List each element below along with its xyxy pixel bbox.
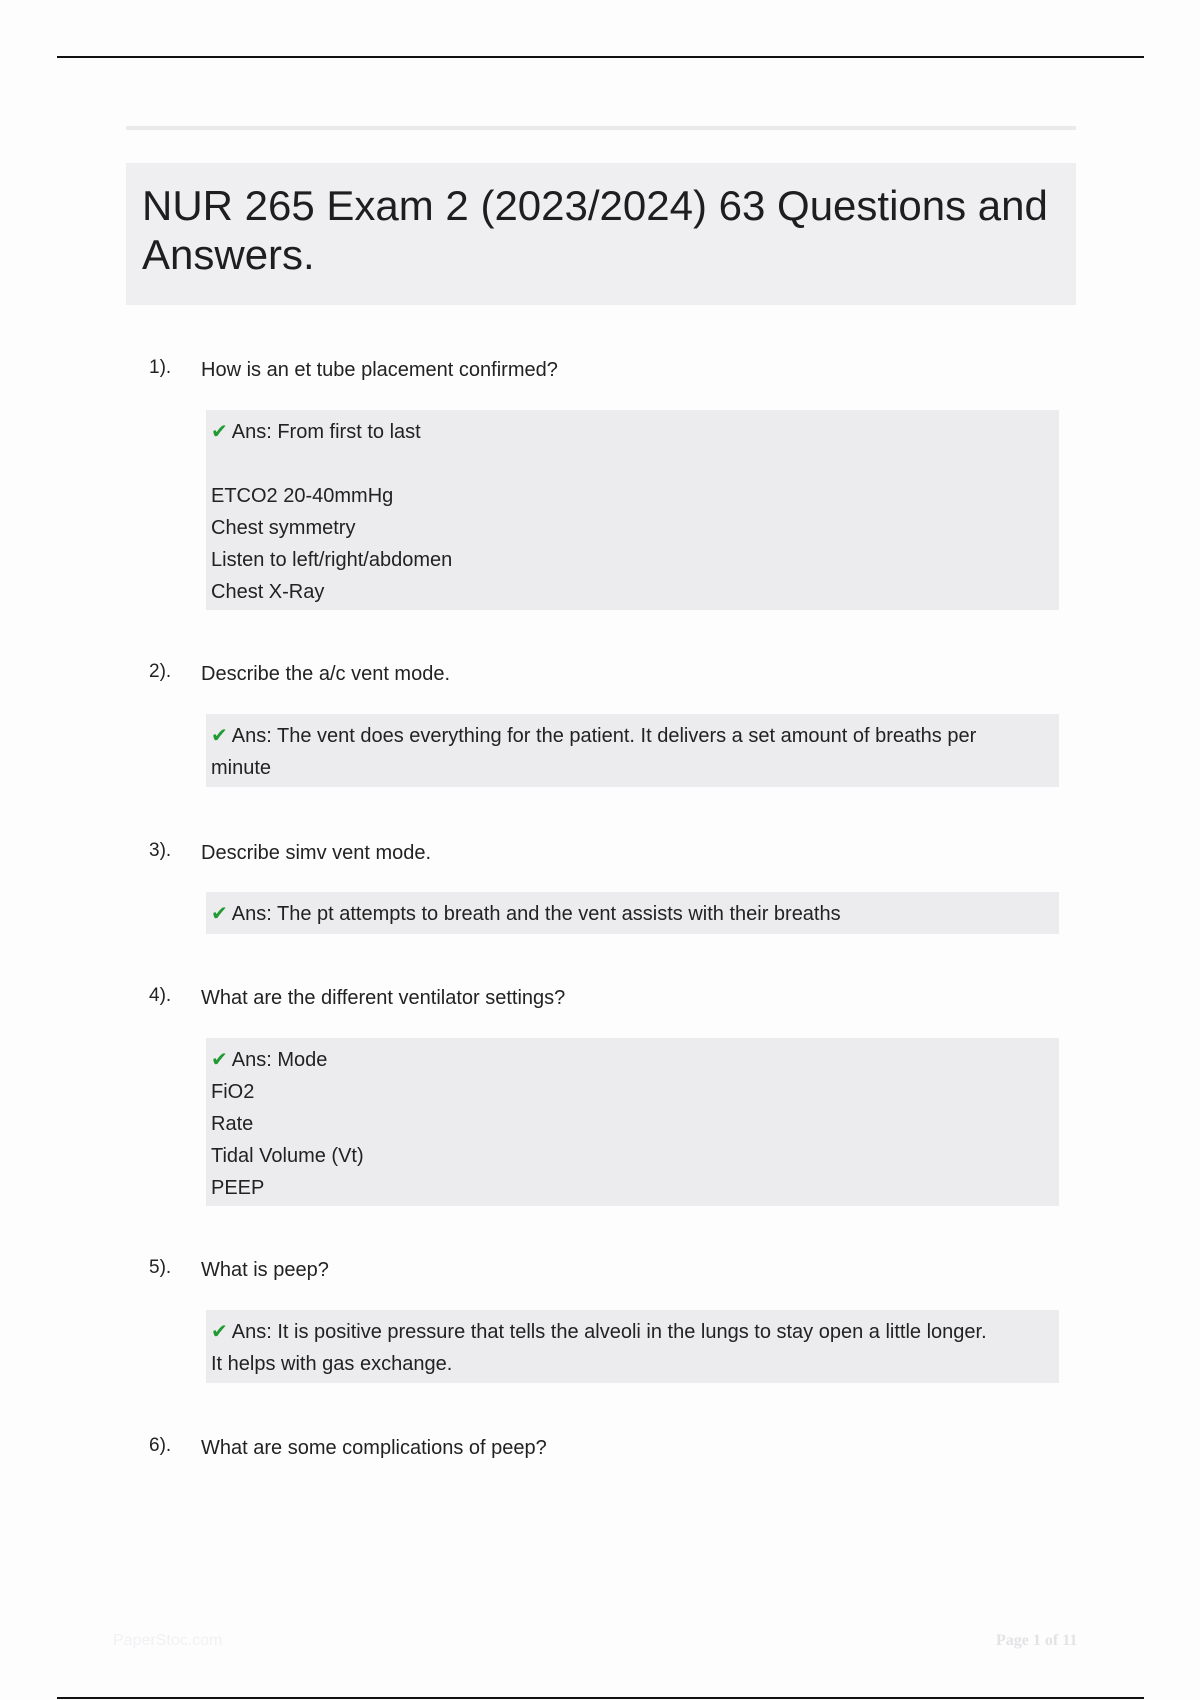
answer-line: PEEP (211, 1177, 265, 1199)
question-text: Describe simv vent mode. (201, 842, 432, 864)
answer-line: ✔ Ans: It is positive pressure that tells the alveoli in the lungs to stay open a little longer. (211, 1321, 987, 1343)
check-icon: ✔ (211, 903, 228, 925)
question-number: 4). (149, 985, 172, 1006)
title-box (126, 163, 1076, 305)
question-text: Describe the a/c vent mode. (201, 663, 451, 685)
question-number: 6). (149, 1435, 172, 1456)
question-number: 3). (149, 840, 172, 861)
question-text: How is an et tube placement confirmed? (201, 359, 558, 381)
answer-line (211, 448, 1049, 480)
answer-box (206, 1310, 1059, 1383)
answer-line: Chest X-Ray (211, 581, 325, 603)
question-number: 5). (149, 1257, 172, 1278)
answer-line: ✔ Ans: Mode (211, 1049, 328, 1071)
question-number: 2). (149, 661, 172, 682)
page-title: NUR 265 Exam 2 (2023/2024) 63 Questions and Answers. (142, 182, 1048, 278)
answer-line: It helps with gas exchange. (211, 1353, 453, 1375)
answer-line: Tidal Volume (Vt) (211, 1145, 364, 1167)
answer-line: ETCO2 20-40mmHg (211, 485, 394, 507)
answer-line: minute (211, 757, 272, 779)
page-number: Page 1 of 11 (996, 1632, 1078, 1649)
top-rule (57, 56, 1144, 58)
check-icon: ✔ (211, 725, 228, 747)
check-icon: ✔ (211, 1049, 228, 1071)
answer-box (206, 410, 1059, 610)
check-icon: ✔ (211, 1321, 228, 1343)
answer-box (206, 892, 1059, 934)
answer-line: Listen to left/right/abdomen (211, 549, 453, 571)
answer-box (206, 714, 1059, 787)
question-text: What is peep? (201, 1259, 329, 1281)
question-text: What are the different ventilator settings? (201, 987, 566, 1009)
watermark-text: PaperStoc.com (113, 1632, 223, 1649)
answer-line: Chest symmetry (211, 517, 356, 539)
answer-box (206, 1038, 1059, 1206)
check-icon: ✔ (211, 421, 228, 443)
answer-line: ✔ Ans: The pt attempts to breath and the vent assists with their breaths (211, 903, 841, 925)
answer-line: ✔ Ans: The vent does everything for the patient. It delivers a set amount of breaths per (211, 725, 977, 747)
bottom-rule (57, 1697, 1144, 1699)
question-number: 1). (149, 357, 172, 378)
answer-line: ✔ Ans: From first to last (211, 421, 421, 443)
question-text: What are some complications of peep? (201, 1437, 547, 1459)
answer-line: FiO2 (211, 1081, 255, 1103)
answer-line: Rate (211, 1113, 254, 1135)
header-divider (126, 126, 1076, 130)
